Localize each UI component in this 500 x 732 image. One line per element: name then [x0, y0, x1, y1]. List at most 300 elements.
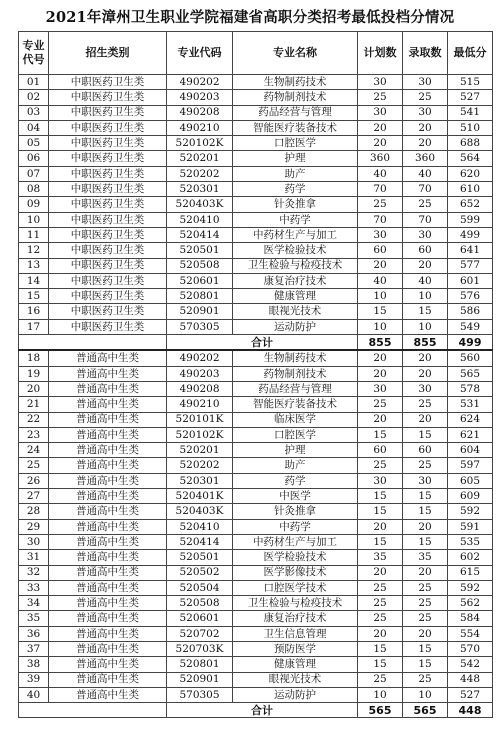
- row-plan: 25: [358, 672, 403, 687]
- row-admitted: 25: [403, 672, 448, 687]
- row-plan: 15: [358, 504, 403, 519]
- row-min-score: 448: [448, 672, 493, 687]
- row-plan: 20: [358, 565, 403, 580]
- table-row: [19, 75, 493, 90]
- table-row: [19, 90, 493, 105]
- row-category: 中职医药卫生类: [49, 227, 167, 242]
- row-code: 39: [19, 672, 49, 687]
- row-category: 中职医药卫生类: [49, 197, 167, 212]
- row-major-name: 医学影像技术: [233, 565, 358, 580]
- header-admitted: 录取数: [403, 32, 448, 75]
- row-min-score: 621: [448, 427, 493, 442]
- row-admitted: 15: [403, 657, 448, 672]
- row-major-name: 助产: [233, 458, 358, 473]
- row-code: 31: [19, 550, 49, 565]
- row-admitted: 30: [403, 227, 448, 242]
- row-code: 12: [19, 243, 49, 258]
- table-row: [19, 443, 493, 458]
- row-major-code: 520201: [167, 443, 233, 458]
- row-category: 普通高中生类: [49, 611, 167, 626]
- row-major-code: 520202: [167, 458, 233, 473]
- table-row: [19, 182, 493, 197]
- row-code: 01: [19, 75, 49, 90]
- row-min-score: 515: [448, 75, 493, 90]
- row-plan: 30: [358, 227, 403, 242]
- row-category: 中职医药卫生类: [49, 304, 167, 319]
- row-code: 07: [19, 166, 49, 181]
- row-plan: 25: [358, 596, 403, 611]
- row-admitted: 15: [403, 489, 448, 504]
- row-major-name: 药品经营与管理: [233, 105, 358, 120]
- row-code: 11: [19, 227, 49, 242]
- row-major-code: 520504: [167, 580, 233, 595]
- row-major-code: 520202: [167, 166, 233, 181]
- row-plan: 40: [358, 273, 403, 288]
- row-category: 中职医药卫生类: [49, 75, 167, 90]
- row-plan: 20: [358, 136, 403, 151]
- row-category: 普通高中生类: [49, 641, 167, 656]
- table-row: [19, 105, 493, 120]
- row-major-name: 运动防护: [233, 319, 358, 334]
- row-min-score: 604: [448, 443, 493, 458]
- row-code: 24: [19, 443, 49, 458]
- row-major-name: 生物制药技术: [233, 75, 358, 90]
- row-admitted: 20: [403, 412, 448, 427]
- table-row: [19, 641, 493, 656]
- row-major-name: 康复治疗技术: [233, 611, 358, 626]
- row-major-code: 490202: [167, 350, 233, 366]
- total-min-score: 448: [448, 703, 493, 718]
- row-category: 中职医药卫生类: [49, 151, 167, 166]
- row-category: 普通高中生类: [49, 397, 167, 412]
- total-admitted: 565: [403, 703, 448, 718]
- total-min-score: 499: [448, 335, 493, 351]
- total-label: 合计: [167, 335, 358, 351]
- row-admitted: 15: [403, 641, 448, 656]
- row-min-score: 591: [448, 519, 493, 534]
- table-row: [19, 489, 493, 504]
- row-major-name: 健康管理: [233, 657, 358, 672]
- row-category: 中职医药卫生类: [49, 212, 167, 227]
- row-major-code: 520901: [167, 672, 233, 687]
- row-major-code: 520414: [167, 534, 233, 549]
- row-major-code: 520601: [167, 273, 233, 288]
- row-min-score: 584: [448, 611, 493, 626]
- row-admitted: 20: [403, 366, 448, 381]
- row-plan: 10: [358, 687, 403, 702]
- row-code: 37: [19, 641, 49, 656]
- row-plan: 15: [358, 304, 403, 319]
- row-code: 32: [19, 565, 49, 580]
- table-row: [19, 596, 493, 611]
- row-plan: 35: [358, 550, 403, 565]
- row-major-name: 护理: [233, 443, 358, 458]
- row-code: 04: [19, 120, 49, 135]
- total-blank-cell: [19, 703, 167, 718]
- row-plan: 30: [358, 473, 403, 488]
- row-plan: 20: [358, 350, 403, 366]
- row-major-name: 中药学: [233, 519, 358, 534]
- row-major-code: 520414: [167, 227, 233, 242]
- row-min-score: 641: [448, 243, 493, 258]
- row-code: 35: [19, 611, 49, 626]
- header-row: [19, 32, 493, 75]
- row-plan: 15: [358, 641, 403, 656]
- row-category: 普通高中生类: [49, 427, 167, 442]
- table-row: [19, 243, 493, 258]
- row-min-score: 577: [448, 258, 493, 273]
- row-min-score: 592: [448, 580, 493, 595]
- row-major-code: 490208: [167, 381, 233, 396]
- row-category: 普通高中生类: [49, 580, 167, 595]
- row-major-name: 中药材生产与加工: [233, 534, 358, 549]
- row-major-name: 护理: [233, 151, 358, 166]
- table-row: [19, 519, 493, 534]
- row-major-name: 医学检验技术: [233, 550, 358, 565]
- table-row: [19, 427, 493, 442]
- row-min-score: 688: [448, 136, 493, 151]
- row-code: 38: [19, 657, 49, 672]
- header-major-name: 专业名称: [233, 32, 358, 75]
- row-plan: 10: [358, 319, 403, 334]
- row-admitted: 30: [403, 105, 448, 120]
- row-plan: 20: [358, 258, 403, 273]
- total-label: 合计: [167, 703, 358, 718]
- row-min-score: 565: [448, 366, 493, 381]
- row-code: 16: [19, 304, 49, 319]
- row-plan: 25: [358, 90, 403, 105]
- row-category: 普通高中生类: [49, 626, 167, 641]
- row-major-code: 520102K: [167, 427, 233, 442]
- table-row: [19, 151, 493, 166]
- table-row: [19, 273, 493, 288]
- row-admitted: 20: [403, 519, 448, 534]
- row-category: 普通高中生类: [49, 350, 167, 366]
- row-plan: 70: [358, 212, 403, 227]
- row-category: 中职医药卫生类: [49, 136, 167, 151]
- row-category: 普通高中生类: [49, 489, 167, 504]
- row-category: 普通高中生类: [49, 672, 167, 687]
- row-major-code: 520201: [167, 151, 233, 166]
- row-category: 普通高中生类: [49, 687, 167, 702]
- row-plan: 30: [358, 75, 403, 90]
- row-major-code: 570305: [167, 319, 233, 334]
- row-plan: 25: [358, 397, 403, 412]
- row-admitted: 25: [403, 90, 448, 105]
- row-plan: 20: [358, 519, 403, 534]
- row-min-score: 510: [448, 120, 493, 135]
- row-major-name: 卫生信息管理: [233, 626, 358, 641]
- row-admitted: 20: [403, 350, 448, 366]
- table-row: [19, 657, 493, 672]
- table-row: [19, 120, 493, 135]
- table-row: [19, 550, 493, 565]
- table-row: [19, 504, 493, 519]
- row-major-code: 520801: [167, 289, 233, 304]
- page-title: 2021年漳州卫生职业学院福建省高职分类招考最低投档分情况: [45, 9, 455, 26]
- row-category: 中职医药卫生类: [49, 319, 167, 334]
- row-major-name: 针灸推拿: [233, 197, 358, 212]
- row-plan: 30: [358, 381, 403, 396]
- row-major-name: 口腔医学: [233, 136, 358, 151]
- row-plan: 10: [358, 289, 403, 304]
- row-code: 22: [19, 412, 49, 427]
- row-admitted: 60: [403, 243, 448, 258]
- row-major-name: 针灸推拿: [233, 504, 358, 519]
- row-min-score: 620: [448, 166, 493, 181]
- row-code: 29: [19, 519, 49, 534]
- row-category: 普通高中生类: [49, 596, 167, 611]
- row-min-score: 531: [448, 397, 493, 412]
- header-min-score: 最低分: [448, 32, 493, 75]
- row-major-code: 520301: [167, 473, 233, 488]
- row-min-score: 652: [448, 197, 493, 212]
- row-code: 03: [19, 105, 49, 120]
- row-major-code: 570305: [167, 687, 233, 702]
- table-row: [19, 197, 493, 212]
- row-major-name: 中药材生产与加工: [233, 227, 358, 242]
- row-category: 普通高中生类: [49, 504, 167, 519]
- row-admitted: 20: [403, 136, 448, 151]
- table-row: [19, 212, 493, 227]
- row-major-code: 520410: [167, 212, 233, 227]
- row-major-code: 520508: [167, 596, 233, 611]
- row-min-score: 602: [448, 550, 493, 565]
- admission-score-table: [18, 31, 493, 718]
- row-min-score: 527: [448, 687, 493, 702]
- row-plan: 15: [358, 534, 403, 549]
- row-code: 02: [19, 90, 49, 105]
- row-major-code: 520501: [167, 550, 233, 565]
- row-major-name: 中医学: [233, 489, 358, 504]
- row-admitted: 30: [403, 381, 448, 396]
- total-admitted: 855: [403, 335, 448, 351]
- row-code: 09: [19, 197, 49, 212]
- table-row: [19, 258, 493, 273]
- row-category: 普通高中生类: [49, 443, 167, 458]
- row-code: 19: [19, 366, 49, 381]
- row-major-code: 490202: [167, 75, 233, 90]
- row-min-score: 597: [448, 458, 493, 473]
- row-category: 普通高中生类: [49, 366, 167, 381]
- row-major-name: 药学: [233, 182, 358, 197]
- table-row: [19, 304, 493, 319]
- row-plan: 25: [358, 197, 403, 212]
- row-admitted: 30: [403, 473, 448, 488]
- row-plan: 20: [358, 626, 403, 641]
- table-row: [19, 626, 493, 641]
- row-admitted: 25: [403, 611, 448, 626]
- row-min-score: 527: [448, 90, 493, 105]
- row-major-name: 运动防护: [233, 687, 358, 702]
- row-admitted: 20: [403, 565, 448, 580]
- row-code: 20: [19, 381, 49, 396]
- row-min-score: 605: [448, 473, 493, 488]
- total-row: [19, 335, 493, 351]
- row-admitted: 20: [403, 626, 448, 641]
- row-admitted: 30: [403, 75, 448, 90]
- row-min-score: 560: [448, 350, 493, 366]
- row-category: 中职医药卫生类: [49, 258, 167, 273]
- row-admitted: 15: [403, 304, 448, 319]
- row-code: 34: [19, 596, 49, 611]
- row-code: 40: [19, 687, 49, 702]
- row-major-code: 490203: [167, 90, 233, 105]
- row-category: 普通高中生类: [49, 458, 167, 473]
- total-plan: 855: [358, 335, 403, 351]
- row-major-name: 药物制剂技术: [233, 366, 358, 381]
- row-admitted: 15: [403, 504, 448, 519]
- row-category: 普通高中生类: [49, 519, 167, 534]
- row-major-name: 药品经营与管理: [233, 381, 358, 396]
- row-major-code: 520501: [167, 243, 233, 258]
- row-category: 普通高中生类: [49, 534, 167, 549]
- row-major-code: 520301: [167, 182, 233, 197]
- table-row: [19, 611, 493, 626]
- row-min-score: 549: [448, 319, 493, 334]
- row-admitted: 10: [403, 289, 448, 304]
- row-major-name: 卫生检验与检疫技术: [233, 258, 358, 273]
- table-row: [19, 366, 493, 381]
- row-admitted: 25: [403, 580, 448, 595]
- row-admitted: 10: [403, 319, 448, 334]
- table-row: [19, 534, 493, 549]
- row-category: 普通高中生类: [49, 565, 167, 580]
- row-major-name: 预防医学: [233, 641, 358, 656]
- row-admitted: 70: [403, 182, 448, 197]
- row-code: 06: [19, 151, 49, 166]
- row-code: 30: [19, 534, 49, 549]
- row-plan: 60: [358, 443, 403, 458]
- row-major-code: 520702: [167, 626, 233, 641]
- row-code: 08: [19, 182, 49, 197]
- row-category: 中职医药卫生类: [49, 289, 167, 304]
- total-row: [19, 703, 493, 718]
- row-code: 33: [19, 580, 49, 595]
- row-min-score: 601: [448, 273, 493, 288]
- row-admitted: 25: [403, 197, 448, 212]
- table-row: [19, 565, 493, 580]
- row-major-name: 康复治疗技术: [233, 273, 358, 288]
- row-major-code: 520801: [167, 657, 233, 672]
- row-plan: 20: [358, 412, 403, 427]
- row-category: 普通高中生类: [49, 657, 167, 672]
- table-row: [19, 672, 493, 687]
- row-code: 36: [19, 626, 49, 641]
- table-row: [19, 136, 493, 151]
- row-min-score: 592: [448, 504, 493, 519]
- row-code: 26: [19, 473, 49, 488]
- row-major-code: 520401K: [167, 489, 233, 504]
- row-min-score: 586: [448, 304, 493, 319]
- row-code: 18: [19, 350, 49, 366]
- row-plan: 15: [358, 427, 403, 442]
- table-row: [19, 580, 493, 595]
- row-admitted: 60: [403, 443, 448, 458]
- row-category: 普通高中生类: [49, 550, 167, 565]
- row-code: 10: [19, 212, 49, 227]
- row-min-score: 576: [448, 289, 493, 304]
- row-admitted: 35: [403, 550, 448, 565]
- row-min-score: 610: [448, 182, 493, 197]
- row-min-score: 578: [448, 381, 493, 396]
- row-code: 15: [19, 289, 49, 304]
- row-major-name: 健康管理: [233, 289, 358, 304]
- total-blank-cell: [19, 335, 167, 351]
- row-code: 28: [19, 504, 49, 519]
- row-admitted: 20: [403, 258, 448, 273]
- row-code: 14: [19, 273, 49, 288]
- row-plan: 360: [358, 151, 403, 166]
- table-row: [19, 166, 493, 181]
- row-admitted: 10: [403, 687, 448, 702]
- table-row: [19, 381, 493, 396]
- row-category: 中职医药卫生类: [49, 243, 167, 258]
- row-major-name: 口腔医学技术: [233, 580, 358, 595]
- table-row: [19, 458, 493, 473]
- row-major-name: 中药学: [233, 212, 358, 227]
- row-major-code: 520502: [167, 565, 233, 580]
- row-plan: 25: [358, 580, 403, 595]
- row-major-name: 临床医学: [233, 412, 358, 427]
- row-min-score: 562: [448, 596, 493, 611]
- row-plan: 30: [358, 105, 403, 120]
- row-plan: 20: [358, 120, 403, 135]
- row-category: 普通高中生类: [49, 412, 167, 427]
- row-major-code: 520101K: [167, 412, 233, 427]
- row-min-score: 541: [448, 105, 493, 120]
- table-row: [19, 319, 493, 334]
- row-min-score: 499: [448, 227, 493, 242]
- row-major-name: 药物制剂技术: [233, 90, 358, 105]
- row-category: 中职医药卫生类: [49, 90, 167, 105]
- row-plan: 15: [358, 489, 403, 504]
- row-plan: 20: [358, 366, 403, 381]
- row-admitted: 40: [403, 273, 448, 288]
- row-plan: 60: [358, 243, 403, 258]
- table-row: [19, 412, 493, 427]
- row-major-code: 520901: [167, 304, 233, 319]
- total-plan: 565: [358, 703, 403, 718]
- table-row: [19, 289, 493, 304]
- row-plan: 15: [358, 657, 403, 672]
- row-plan: 40: [358, 166, 403, 181]
- row-min-score: 535: [448, 534, 493, 549]
- row-min-score: 599: [448, 212, 493, 227]
- row-major-name: 眼视光技术: [233, 672, 358, 687]
- row-major-code: 490210: [167, 120, 233, 135]
- row-category: 中职医药卫生类: [49, 105, 167, 120]
- row-major-name: 卫生检验与检疫技术: [233, 596, 358, 611]
- row-plan: 25: [358, 458, 403, 473]
- header-code: 专业 代号: [19, 32, 49, 75]
- row-major-code: 520703K: [167, 641, 233, 656]
- row-major-code: 490203: [167, 366, 233, 381]
- row-category: 中职医药卫生类: [49, 166, 167, 181]
- row-plan: 70: [358, 182, 403, 197]
- row-plan: 25: [358, 611, 403, 626]
- row-admitted: 40: [403, 166, 448, 181]
- row-admitted: 15: [403, 427, 448, 442]
- row-category: 普通高中生类: [49, 381, 167, 396]
- row-major-code: 490210: [167, 397, 233, 412]
- table-row: [19, 687, 493, 702]
- row-admitted: 25: [403, 458, 448, 473]
- row-major-name: 药学: [233, 473, 358, 488]
- row-min-score: 624: [448, 412, 493, 427]
- row-major-code: 520102K: [167, 136, 233, 151]
- row-major-code: 520403K: [167, 197, 233, 212]
